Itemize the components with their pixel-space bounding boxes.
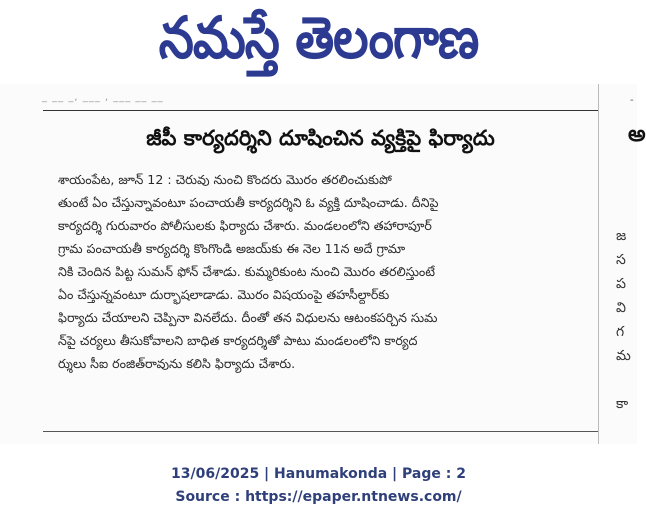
body-line: శాయంపేట, జూన్ 12 : చెరువు నుంచి కొందరు మొరం తరలించుకుపో xyxy=(58,172,392,187)
body-line: ర్శులు సీఐ రంజిత్‌రావును కలిసి ఫిర్యాదు చేశారు. xyxy=(58,356,296,371)
body-line: కార్యదర్శి గురువారం పోలీసులకు ఫిర్యాదు చేశారు. మండలంలోని తహారాపూర్ xyxy=(58,218,432,233)
edition-info: 13/06/2025 | Hanumakonda | Page : 2 xyxy=(171,466,466,482)
body-line: ఫిర్యాదు చేయాలని చెప్పినా వినలేదు. దీంతో తన విధులను ఆటంకపర్చిన సుమ xyxy=(58,310,438,325)
right-column-fragment: గ xyxy=(616,324,625,340)
body-line: గ్రామ పంచాయతీ కార్యదర్శి కొంగొండి అజయ్‌కు ఈ నెల 11న అదే గ్రామా xyxy=(58,241,406,256)
right-column-top-mark: - xyxy=(630,95,634,106)
right-column-headline-fragment: అ xyxy=(628,122,646,147)
body-line: న్‌పై చర్యలు తీసుకోవాలని బాధిత కార్యదర్శితో పాటు మండలంలోని కార్యద xyxy=(58,333,418,348)
bottom-divider xyxy=(43,431,598,432)
column-divider xyxy=(598,84,599,444)
body-line: తుంటే ఏం చేస్తున్నావంటూ పంచాయతీ కార్యదర్శిని ఓ వ్యక్తి దూషించాడు. దీనిపై xyxy=(58,195,439,210)
body-line: ఏం చేస్తున్నవంటూ దుర్భాషలాడాడు. మొరం విషయంపై తహసీల్దార్‌కు xyxy=(58,287,390,302)
right-column-fragment: కా xyxy=(616,396,629,412)
source-link: Source : https://epaper.ntnews.com/ xyxy=(175,489,462,505)
right-column-fragment: జ xyxy=(616,228,627,244)
top-divider xyxy=(43,110,598,111)
body-line: నికి చెందిన పిట్ట సుమన్ ఫోన్ చేశాడు. కుమ్మరికుంట నుంచి మొరం తరలిస్తుంటే xyxy=(58,264,436,279)
article-headline: జీపీ కార్యదర్శిని దూషించిన వ్యక్తిపై ఫిర్యాదు xyxy=(146,126,495,150)
right-column-fragment: వి xyxy=(616,300,626,316)
right-column-fragment: మ xyxy=(616,348,631,364)
newspaper-masthead: నమస్తే తెలంగాణ xyxy=(158,4,479,71)
source-footer xyxy=(0,463,637,509)
right-column-fragment: ప xyxy=(616,276,626,292)
article-body xyxy=(58,168,590,375)
right-column-fragment: స xyxy=(616,252,626,268)
cut-off-top-line: _ __ _, ___ , ___ __ __ xyxy=(42,92,164,103)
